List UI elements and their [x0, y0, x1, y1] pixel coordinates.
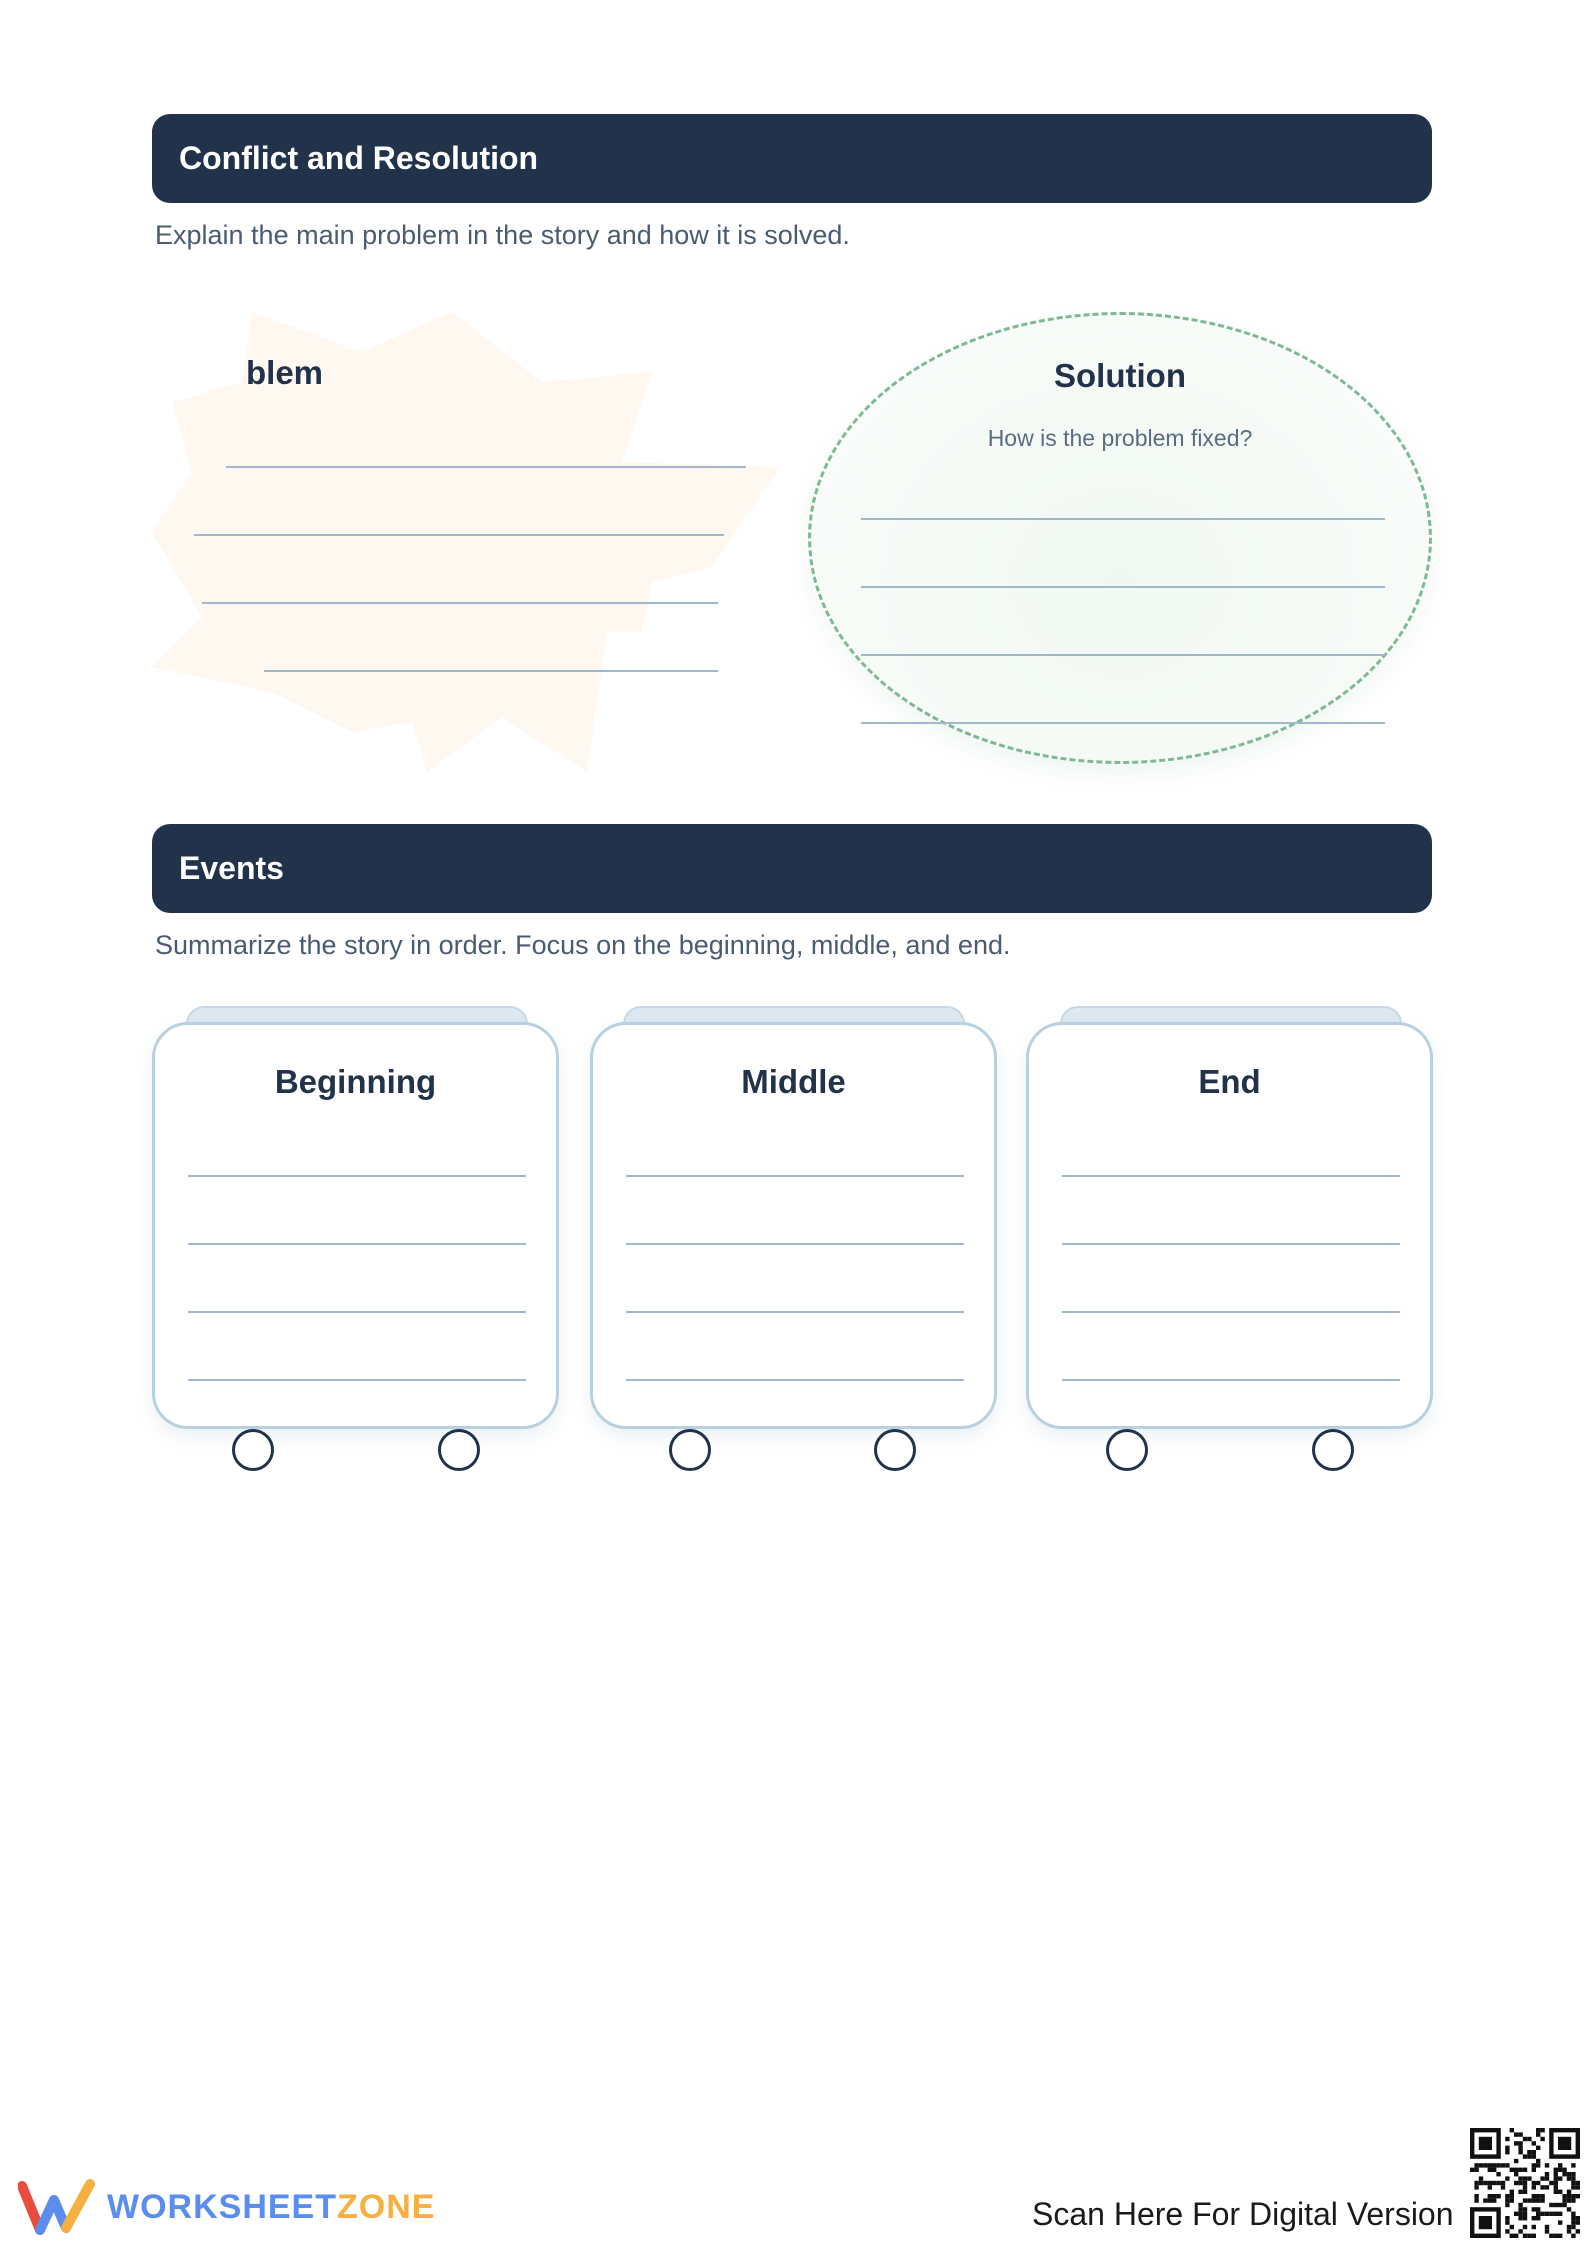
problem-line-4[interactable]: [264, 670, 718, 672]
problem-line-1[interactable]: [226, 466, 746, 468]
ring-icon: [1106, 1429, 1148, 1471]
event-card-title-end: End: [1198, 1063, 1261, 1100]
ring-icon: [232, 1429, 274, 1471]
solution-card: [808, 312, 1432, 764]
conflict-description: Explain the main problem in the story and how it is solved.: [155, 220, 850, 250]
event-line[interactable]: [188, 1175, 526, 1177]
solution-line-1[interactable]: [861, 518, 1385, 520]
section-header-events: [152, 824, 1432, 913]
problem-line-2[interactable]: [194, 534, 724, 536]
ring-icon: [874, 1429, 916, 1471]
brand-part-2: ZONE: [337, 2188, 436, 2226]
ring-icon: [669, 1429, 711, 1471]
brand-part-1: WORKSHEET: [107, 2188, 337, 2226]
section-header-conflict-label: Conflict and Resolution: [179, 140, 539, 176]
ring-icon: [1312, 1429, 1354, 1471]
brand-name: [107, 2188, 435, 2227]
ring-icon: [438, 1429, 480, 1471]
event-line[interactable]: [1062, 1243, 1400, 1245]
problem-card: [152, 312, 780, 772]
event-line[interactable]: [188, 1311, 526, 1313]
event-line[interactable]: [188, 1243, 526, 1245]
solution-line-2[interactable]: [861, 586, 1385, 588]
solution-line-3[interactable]: [861, 654, 1385, 656]
problem-line-3[interactable]: [202, 602, 718, 604]
worksheetzone-logo-icon: [18, 2178, 98, 2236]
events-description: Summarize the story in order. Focus on the beginning, middle, and end.: [155, 930, 1011, 960]
event-line[interactable]: [626, 1379, 964, 1381]
event-line[interactable]: [1062, 1175, 1400, 1177]
event-line[interactable]: [1062, 1379, 1400, 1381]
event-line[interactable]: [626, 1175, 964, 1177]
section-header-conflict: [152, 114, 1432, 203]
event-line[interactable]: [1062, 1311, 1400, 1313]
problem-title: blem: [246, 354, 324, 391]
event-card-title-middle: Middle: [741, 1063, 846, 1100]
event-line[interactable]: [626, 1311, 964, 1313]
qr-code-icon[interactable]: [1470, 2128, 1580, 2238]
scan-text: Scan Here For Digital Version: [1032, 2196, 1454, 2232]
solution-subtitle: How is the problem fixed?: [987, 425, 1253, 451]
event-card-title-beginning: Beginning: [274, 1063, 437, 1100]
event-line[interactable]: [188, 1379, 526, 1381]
solution-title: Solution: [1054, 357, 1186, 394]
solution-line-4[interactable]: [861, 722, 1385, 724]
event-card-beginning: [152, 1022, 559, 1429]
event-line[interactable]: [626, 1243, 964, 1245]
event-card-end: [1026, 1022, 1433, 1429]
section-header-events-label: Events: [179, 850, 284, 886]
event-card-middle: [590, 1022, 997, 1429]
